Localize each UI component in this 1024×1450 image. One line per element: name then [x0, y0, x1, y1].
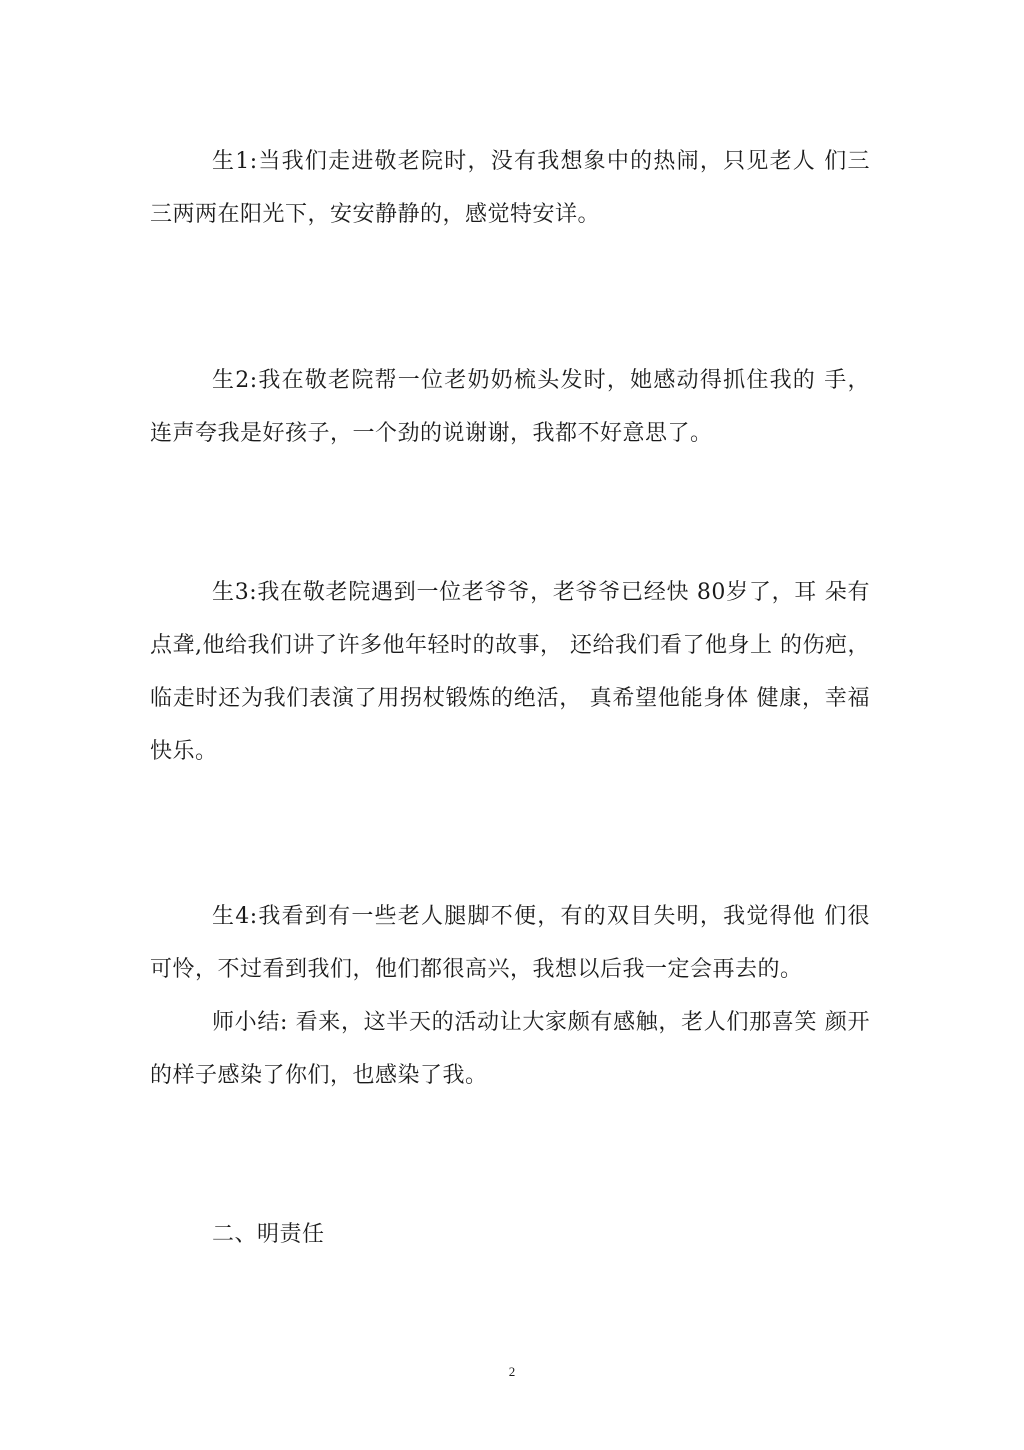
paragraph-student-2: 生2:我在敬老院帮一位老奶奶梳头发时，她感动得抓住我的 手，连声夸我是好孩子，一个劲的说谢谢，我都不好意思了。 — [150, 368, 870, 446]
paragraph-student-3: 生3:我在敬老院遇到一位老爷爷，老爷爷已经快 80岁了，耳 朵有点聋,他给我们讲了许多他年轻时的故事， 还给我们看了他身上 的伤疤，临走时还为我们表演了用拐杖锻炼的绝活， 真希望他能身体 健康，幸福快乐。 — [150, 580, 870, 764]
paragraph-student-1: 生1:当我们走进敬老院时，没有我想象中的热闹，只见老人 们三三两两在阳光下，安安静静的，感觉特安详。 — [150, 149, 870, 227]
paragraph-student-4: 生4:我看到有一些老人腿脚不便，有的双目失明，我觉得他 们很可怜，不过看到我们，他们都很高兴，我想以后我一定会再去的。 — [150, 904, 870, 982]
page-number: 2 — [508, 1364, 516, 1379]
paragraph-teacher-summary: 师小结: 看来，这半天的活动让大家颇有感触，老人们那喜笑 颜开的样子感染了你们，也感染了我。 — [150, 1010, 870, 1088]
section-heading: 二、明责任 — [212, 1222, 325, 1247]
